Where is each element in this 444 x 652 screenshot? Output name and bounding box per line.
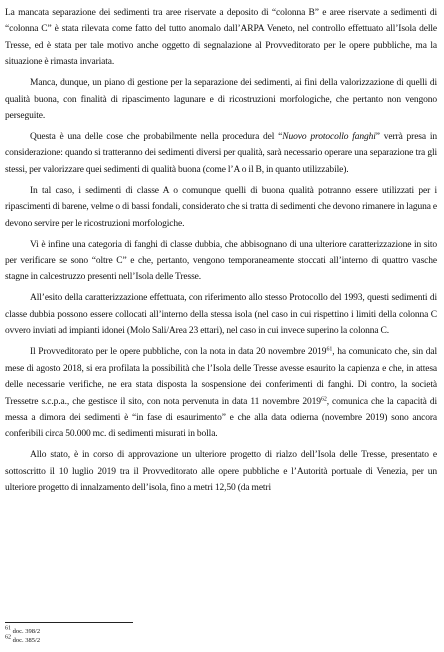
text-run: All’esito della caratterizzazione effettuata, con riferimento allo stesso Protocollo del 1993, questi sedimenti di classe dubbia possono essere collocati all’interno della stessa isola (nel caso in cui rispettino i limiti della colonna C ovvero inviati ad impianti idonei (Molo Sali/Area 23 ettari), nel caso in cui invece superino la colonna C.	[5, 293, 437, 337]
footnote-ref: 62	[320, 396, 327, 402]
footnote	[5, 636, 40, 645]
italic-text: Nuovo protocollo fanghi	[282, 132, 376, 143]
paragraph	[5, 447, 437, 496]
paragraph	[5, 5, 437, 71]
paragraph	[5, 75, 437, 124]
footnote-text: doc. 398/2	[12, 628, 41, 635]
footnote-separator	[5, 622, 133, 623]
text-run: , ha comunicato che, sin dal mese di agosto 2018, si era profilata la possibilità che l’Isola delle Tresse avesse esaurito la capienza e che, in attesa delle necessarie verifiche, ne era stata disposta la sospensione dei conferimenti di fanghi. Di contro, la società Tressetre s.c.p.a., che gestisce il sito, con nota pervenuta in data 11 novembre 2019	[5, 347, 437, 407]
text-run: Allo stato, è in corso di approvazione un ulteriore progetto di rialzo dell’Isola delle Tresse, presentato e sottoscritto il 10 luglio 2019 tra il Provveditorato alle opere pubbliche e l’Autorità portuale di Venezia, per un ulteriore progetto di innalzamento dell’isola, fino a metri 12,50 (da metri	[5, 450, 437, 494]
text-run: La mancata separazione dei sedimenti tra aree riservate a deposito di “colonna B” e aree riservate a sedimenti di “colonna C” è stata rilevata come fatto del tutto anomalo dall’ARPA Veneto, nel controllo effettuato all’Isola delle Tresse, ed è stata per tale motivo anche oggetto di segnalazione al Provveditorato per le opere pubbliche, ma la situazione è rimasta invariata.	[5, 8, 437, 68]
footnote-text: doc. 385/2	[12, 637, 41, 644]
text-run: Questa è una delle cose che probabilmente nella procedura del “	[30, 132, 283, 143]
footnotes	[5, 627, 40, 645]
body-text	[5, 5, 437, 501]
paragraph	[5, 183, 437, 232]
paragraph	[5, 344, 437, 442]
text-run: Vi è infine una categoria di fanghi di classe dubbia, che abbisognano di una ulteriore caratterizzazione in sito per verificare se sono “oltre C” e che, pertanto, vengono temporaneamente stoccati all’interno di quattro vasche stagne in calcestruzzo presenti nell’Isola delle Tresse.	[5, 239, 437, 283]
footnote-number: 61	[5, 625, 11, 632]
footnote-number: 62	[5, 634, 11, 641]
text-run: ” verrà presa in considerazione: quando si tratteranno dei sedimenti diversi per qualità, sarà necessario operare una separazione tra gli stessi, per valorizzare quei sedimenti di qualità buona (come l’A o il B, in quanto utilizzabile).	[5, 132, 437, 175]
text-run: , comunica che la capacità di messa a dimora dei sedimenti è “in fase di esaurimento” e che alla data odierna (novembre 2019) sono ancora conferibili circa 50.000 mc. di sedimenti misurati in bolla.	[5, 396, 437, 440]
paragraph	[5, 237, 437, 286]
text-run: In tal caso, i sedimenti di classe A o comunque quelli di buona qualità potranno essere utilizzati per i ripascimenti di barene, velme o di bassi fondali, considerato che si tratta di sedimenti che devono rimanere in laguna e devono servire per le ricostruzioni morfologiche.	[5, 185, 437, 229]
text-run: Manca, dunque, un piano di gestione per la separazione dei sedimenti, ai fini della valorizzazione di quelli di qualità buona, con finalità di ripascimento lagunare e di ricostruzioni morfologiche, che pertanto non vengono perseguite.	[5, 78, 437, 122]
paragraph	[5, 129, 437, 178]
footnote-ref: 61	[326, 346, 333, 353]
text-run: Il Provveditorato per le opere pubbliche, con la nota in data 20 novembre 2019	[30, 347, 327, 358]
paragraph	[5, 290, 437, 339]
